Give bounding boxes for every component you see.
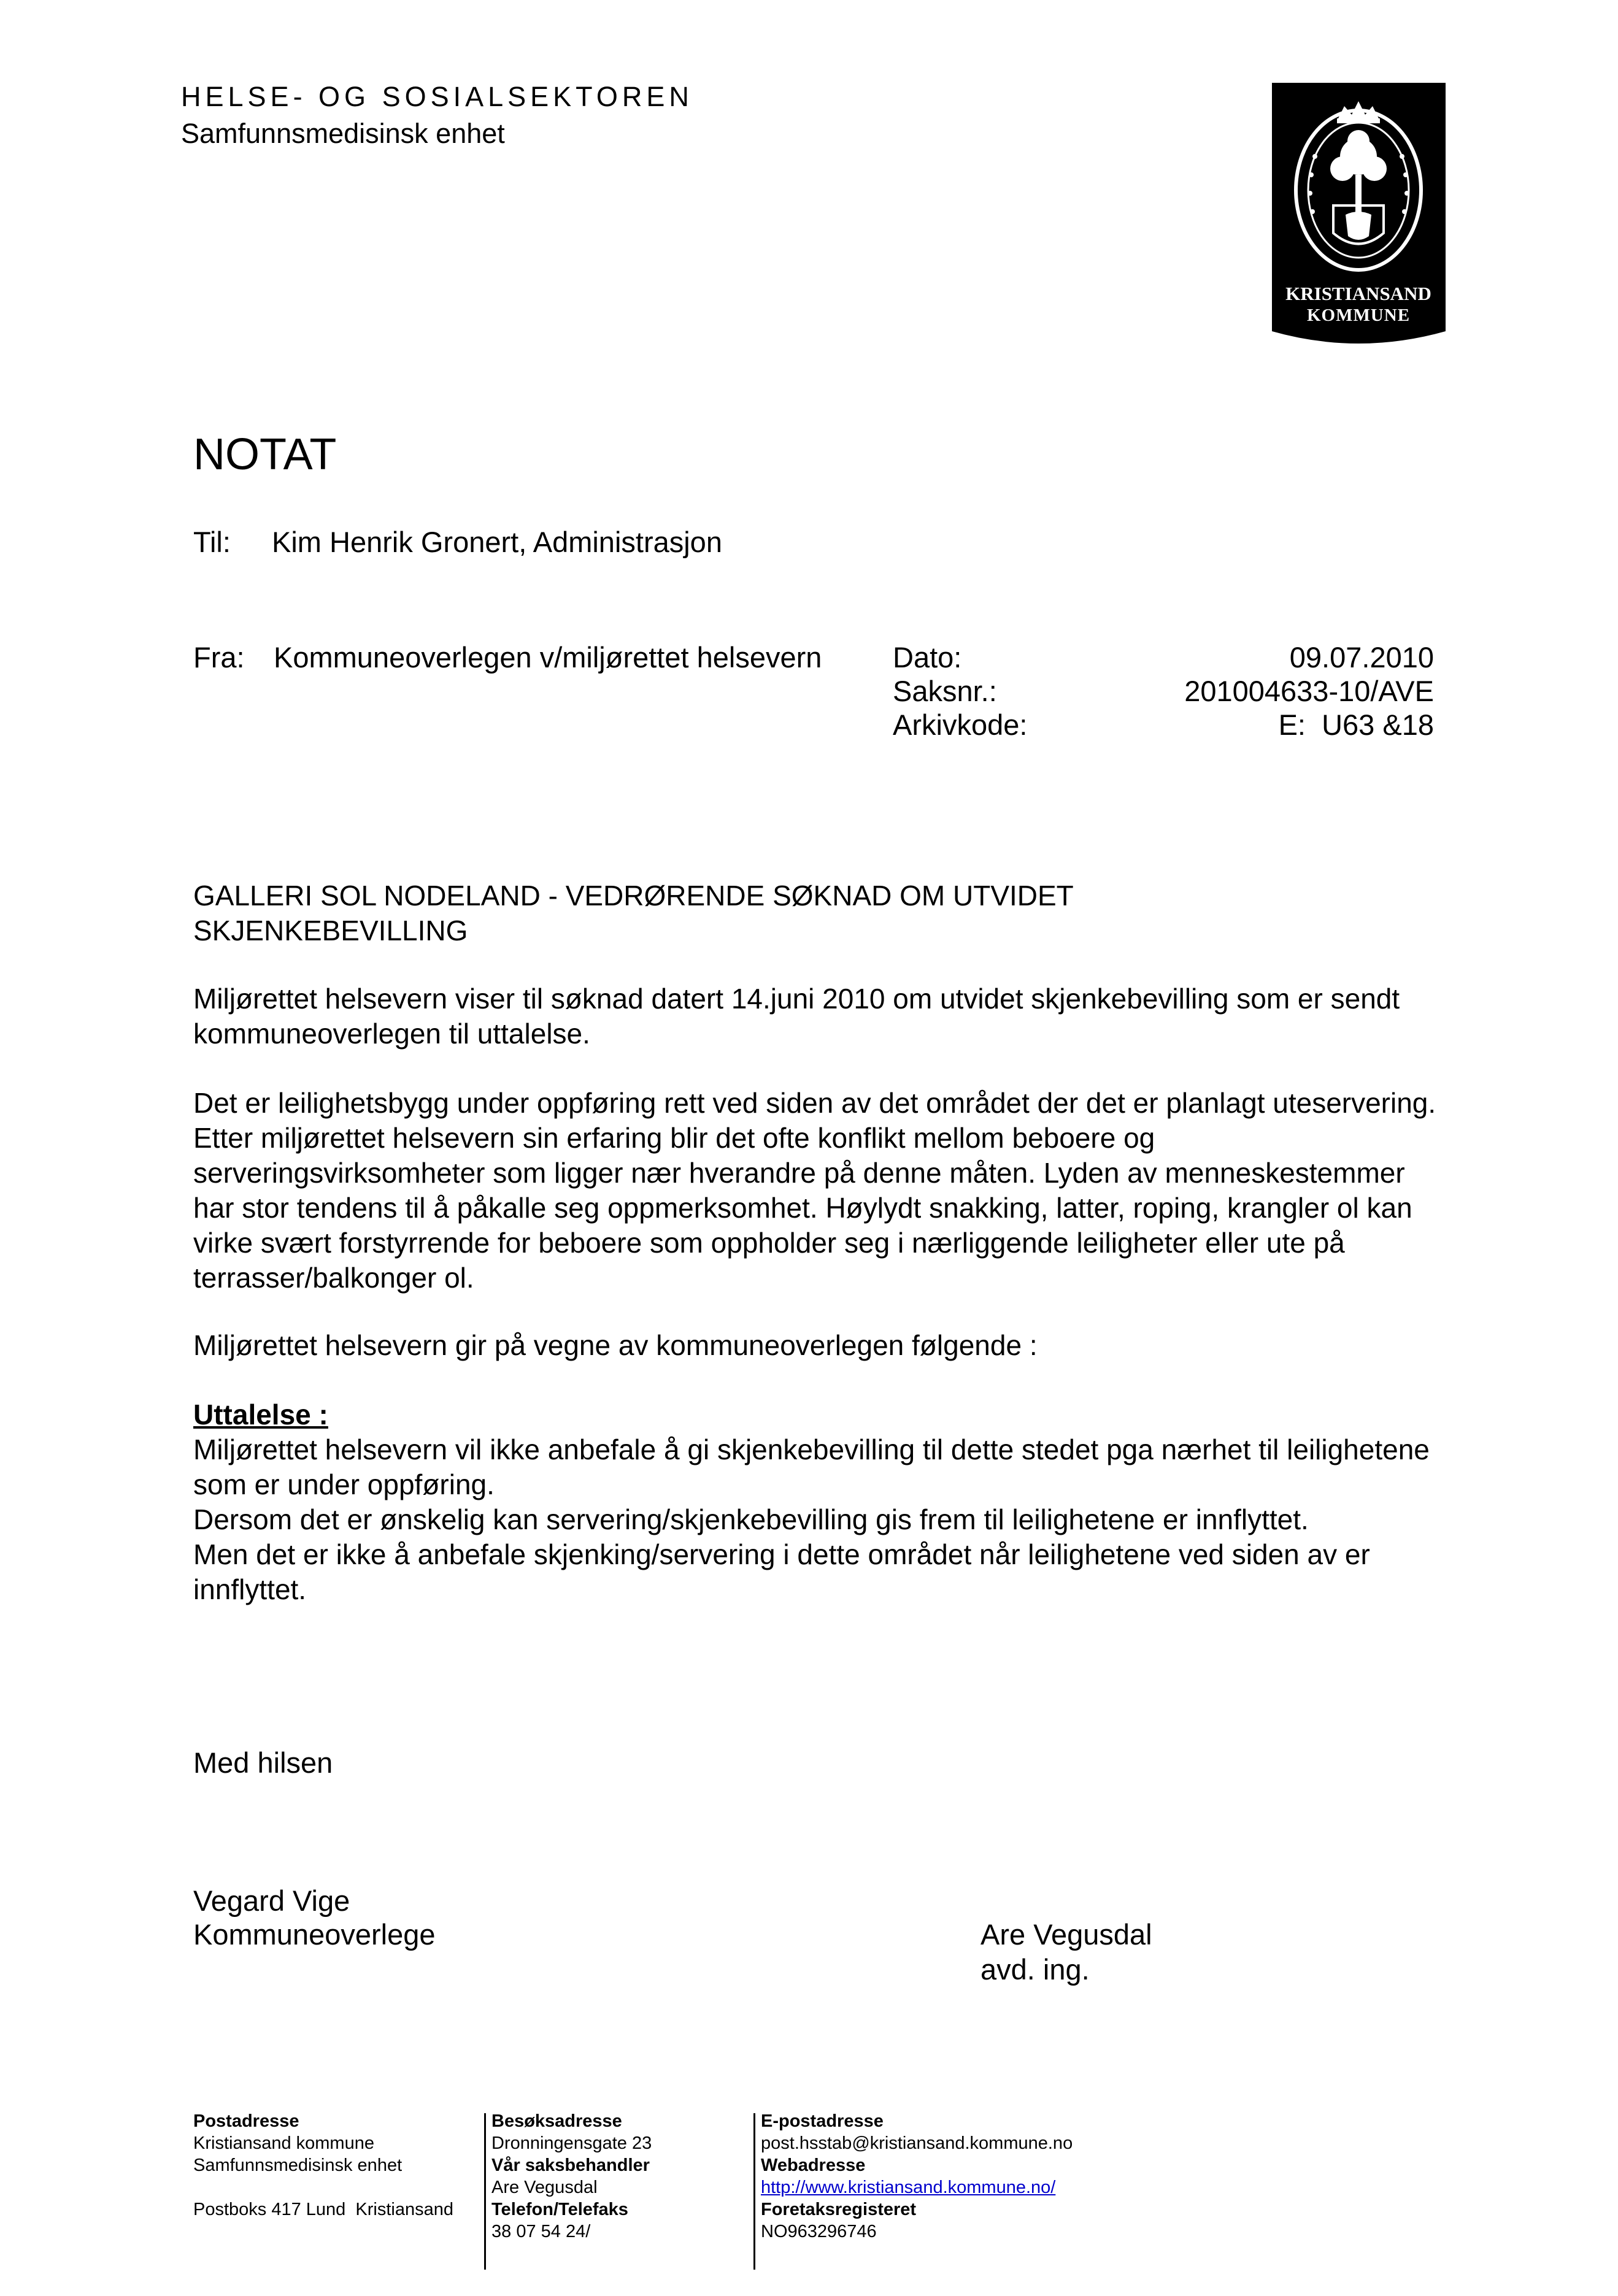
greeting: Med hilsen xyxy=(193,1746,333,1779)
footer-postal-header: Postadresse xyxy=(193,2111,299,2131)
footer-postal xyxy=(193,2110,482,2221)
footer-contact xyxy=(761,2110,1190,2243)
logo-text-line1: KRISTIANSAND xyxy=(1285,283,1431,304)
paragraph-3: Miljørettet helsevern gir på vegne av kommuneoverlegen følgende : xyxy=(193,1329,1038,1361)
document-title: NOTAT xyxy=(193,430,337,479)
subject xyxy=(193,878,1445,948)
department-name: HELSE- OG SOSIALSEKTOREN xyxy=(181,81,693,112)
unit-name: Samfunnsmedisinsk enhet xyxy=(181,118,505,149)
kristiansand-logo xyxy=(1272,83,1446,347)
subject-line2: SKJENKEBEVILLING xyxy=(193,915,468,946)
footer-handler-header: Vår saksbehandler xyxy=(491,2156,650,2175)
date-label: Dato: xyxy=(893,641,962,674)
logo-text-line2: KOMMUNE xyxy=(1306,305,1411,325)
footer-visit-address: Dronningensgate 23 xyxy=(491,2133,652,2153)
kristiansand-coat-of-arms-icon xyxy=(1272,83,1446,347)
footer-divider xyxy=(753,2113,755,2270)
footer-visit-header: Besøksadresse xyxy=(491,2111,622,2131)
signer-2-title: avd. ing. xyxy=(980,1953,1090,1986)
signer-1-title: Kommuneoverlege xyxy=(193,1918,436,1951)
date-value: 09.07.2010 xyxy=(1289,641,1434,674)
archive-value: E: U63 &18 xyxy=(1278,708,1434,741)
footer-org-header: Foretaksregisteret xyxy=(761,2200,917,2219)
footer-postal-line2: Samfunnsmedisinsk enhet xyxy=(193,2156,403,2175)
uttalelse-heading: Uttalelse : xyxy=(193,1399,328,1430)
footer-postal-line1: Kristiansand kommune xyxy=(193,2133,374,2153)
uttalelse-section xyxy=(193,1397,1445,1607)
signer-1-name: Vegard Vige xyxy=(193,1884,350,1917)
footer-org: NO963296746 xyxy=(761,2222,877,2241)
footer-phone: 38 07 54 24/ xyxy=(491,2222,591,2241)
to-value: Kim Henrik Gronert, Administrasjon xyxy=(272,526,722,558)
from-value: Kommuneoverlegen v/miljørettet helsevern xyxy=(274,641,822,674)
paragraph-2: Det er leilighetsbygg under oppføring rett ved siden av det området der det er planlagt uteservering. Etter miljørettet helsevern sin erfaring blir det ofte konflikt mellom beboere og serveringsvirksomheter som ligger nær hverandre på denne måten. Lyden av menneskestemmer har stor tendens til å påkalle seg oppmerksomhet. Høylydt snakking, latter, roping, krangler ol kan virke svært forstyrrende for beboere som oppholder seg i nærliggende leiligheter eller ute på terrasser/balkonger ol. xyxy=(193,1087,1436,1294)
footer-email-header: E-postadresse xyxy=(761,2111,884,2131)
uttalelse-line2: Dersom det er ønskelig kan servering/skjenkebevilling gis frem til leilighetene er innflyttet. xyxy=(193,1503,1309,1535)
uttalelse-line1: Miljørettet helsevern vil ikke anbefale å gi skjenkebevilling til dette stedet pga nærhet til leilighetene som er under oppføring. xyxy=(193,1434,1430,1500)
footer-divider xyxy=(484,2113,486,2270)
from-label: Fra: xyxy=(193,641,245,674)
paragraph-1: Miljørettet helsevern viser til søknad datert 14.juni 2010 om utvidet skjenkebevilling som er sendt kommuneoverlegen til uttalelse. xyxy=(193,983,1400,1050)
to-label: Til: xyxy=(193,526,231,558)
subject-line1: GALLERI SOL NODELAND - VEDRØRENDE SØKNAD OM UTVIDET xyxy=(193,880,1074,912)
case-label: Saksnr.: xyxy=(893,675,997,707)
footer-handler: Are Vegusdal xyxy=(491,2178,598,2197)
footer-visit xyxy=(491,2110,749,2243)
footer-web-header: Webadresse xyxy=(761,2156,866,2175)
archive-label: Arkivkode: xyxy=(893,708,1028,741)
uttalelse-line3: Men det er ikke å anbefale skjenking/servering i dette området når leilighetene ved siden av er innflyttet. xyxy=(193,1538,1370,1605)
footer-email: post.hsstab@kristiansand.kommune.no xyxy=(761,2133,1073,2153)
case-value: 201004633-10/AVE xyxy=(1184,675,1434,707)
footer-phone-header: Telefon/Telefaks xyxy=(491,2200,628,2219)
signer-2-name: Are Vegusdal xyxy=(980,1918,1152,1951)
footer-postal-line3: Postboks 417 Lund Kristiansand xyxy=(193,2200,453,2219)
footer-web-link[interactable]: http://www.kristiansand.kommune.no/ xyxy=(761,2178,1056,2197)
